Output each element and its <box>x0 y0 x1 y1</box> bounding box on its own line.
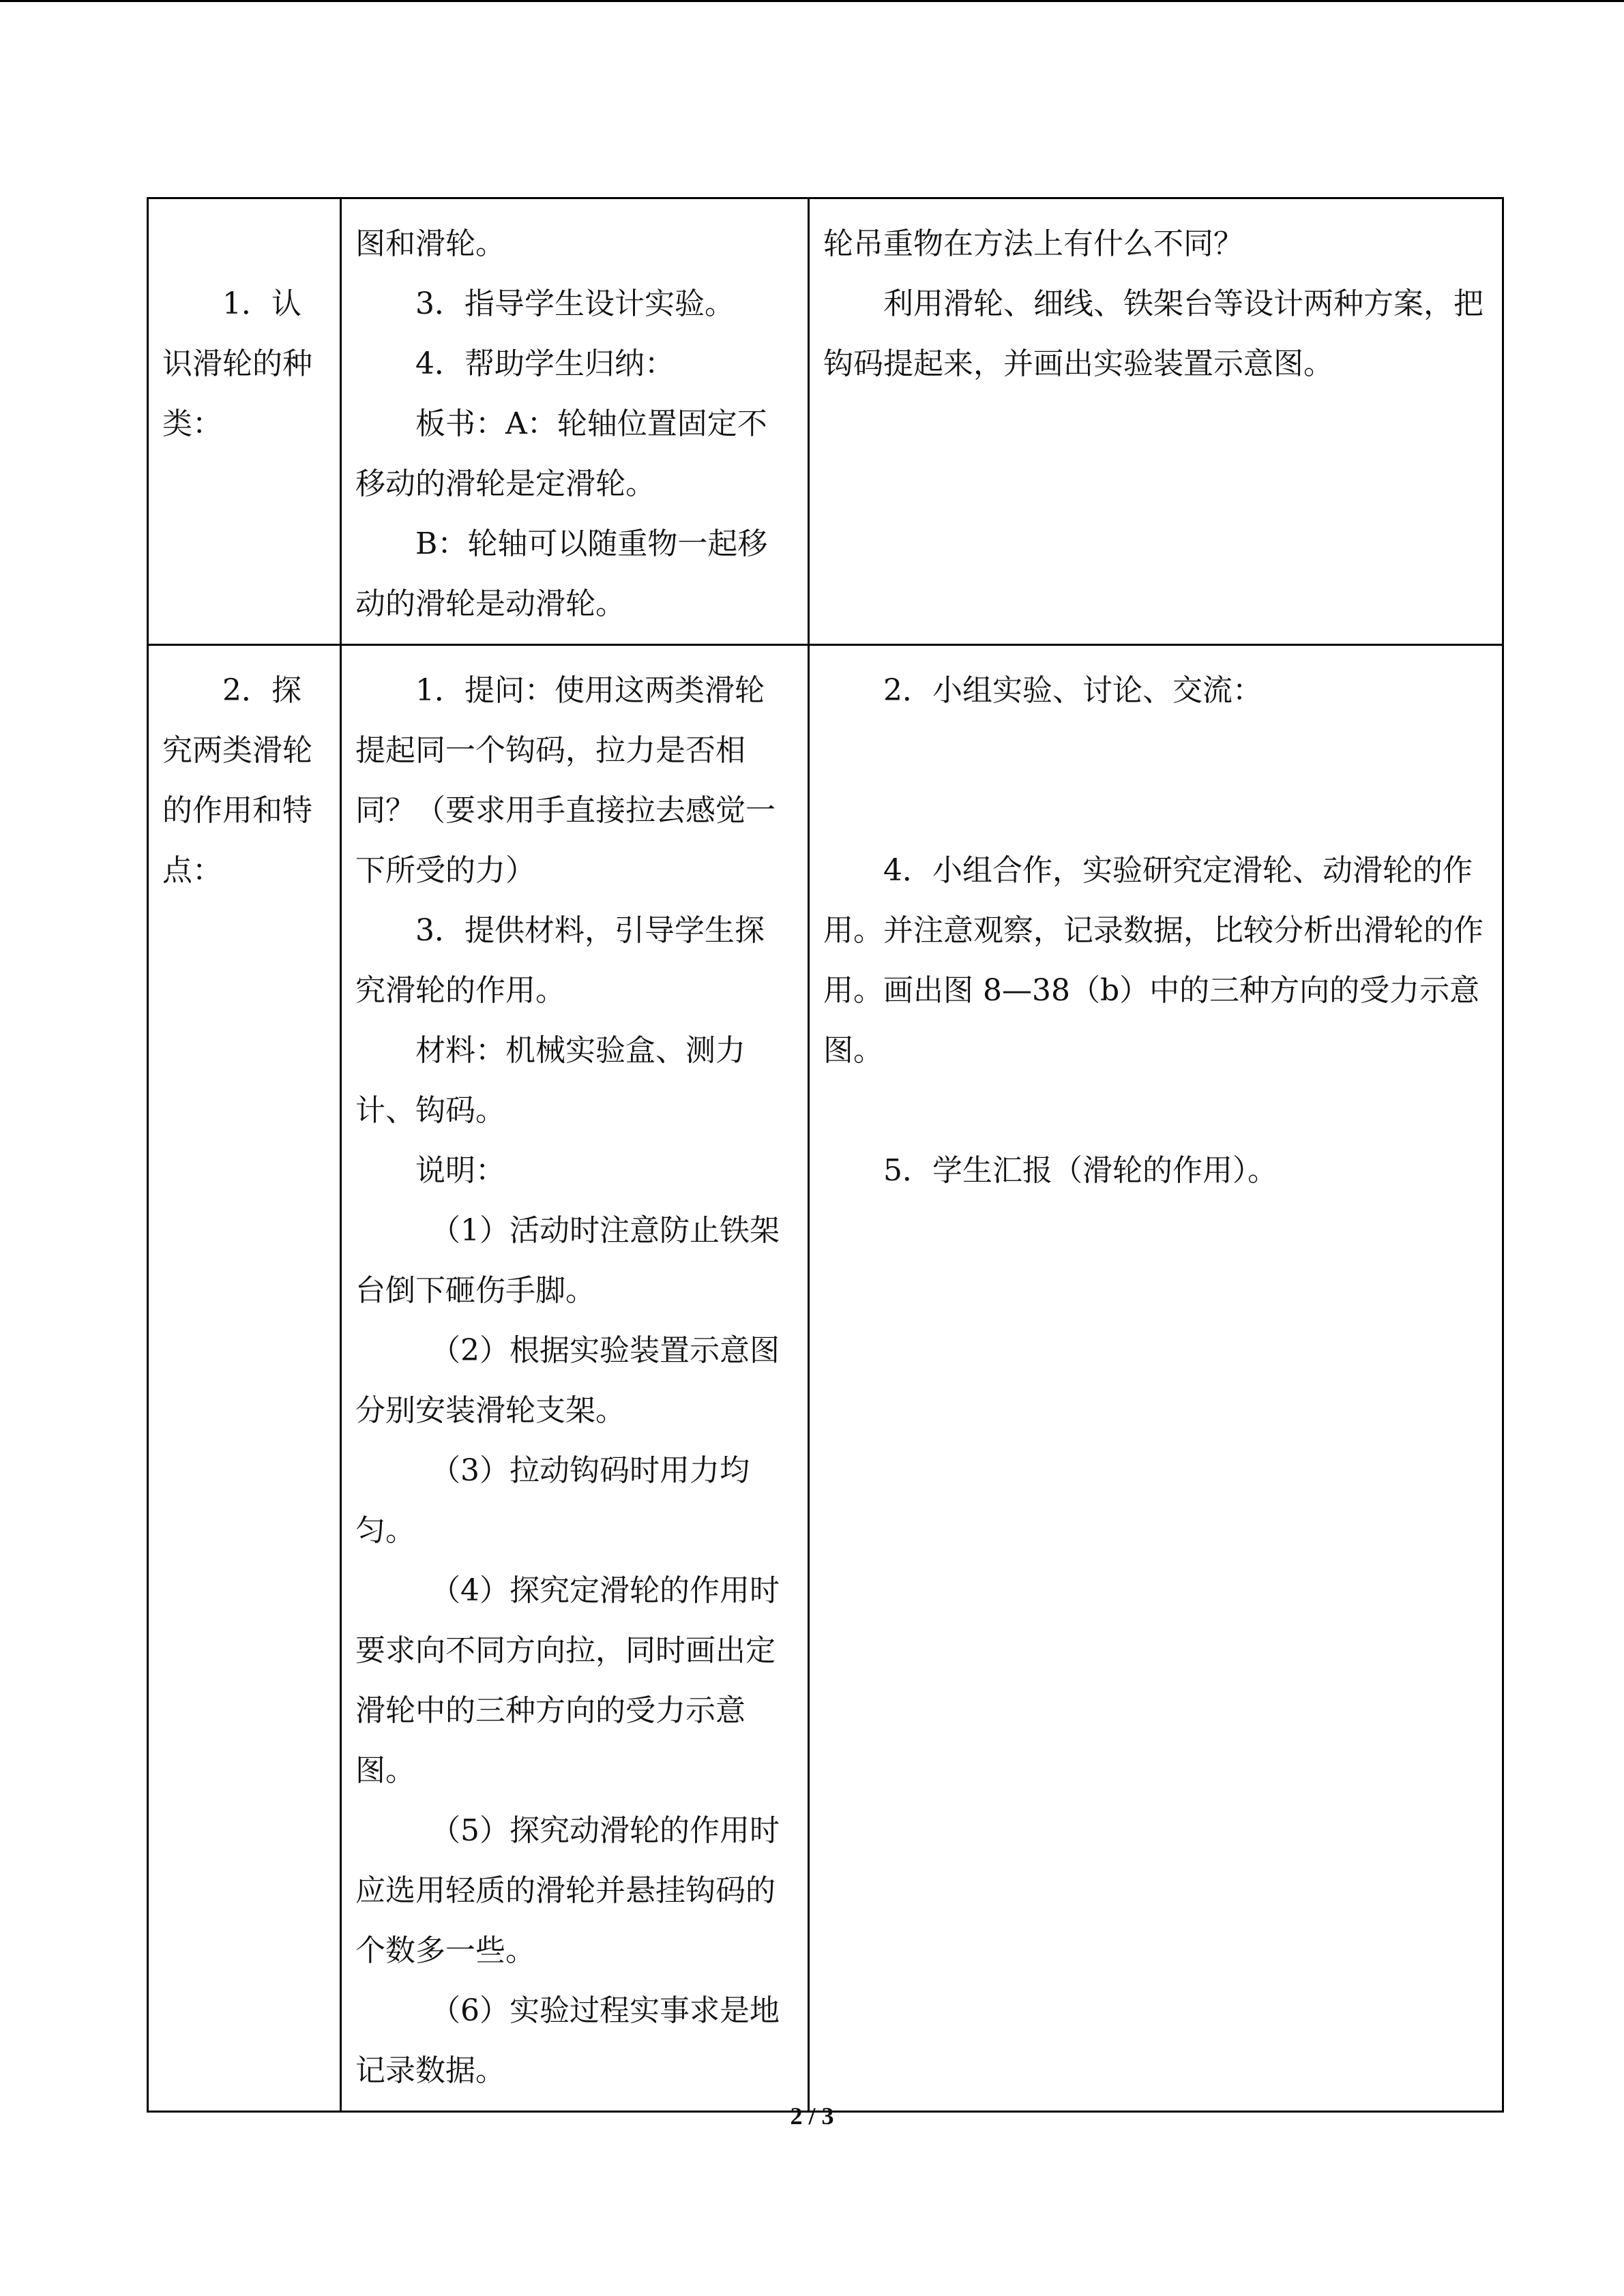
stage-cell <box>148 645 341 2112</box>
teacher-line: （2）根据实验装置示意图分别安装滑轮支架。 <box>355 1333 780 1428</box>
stage-title: 2．探究两类滑轮的作用和特点： <box>162 673 312 888</box>
table-row <box>148 198 1503 645</box>
teacher-line: （1）活动时注意防止铁架台倒下砸伤手脚。 <box>355 1213 780 1308</box>
teacher-activity-cell <box>341 645 809 2112</box>
teacher-line: B：轮轴可以随重物一起移动的滑轮是动滑轮。 <box>355 526 768 621</box>
teacher-line: 3．指导学生设计实验。 <box>415 286 735 321</box>
student-line: 4．小组合作，实验研究定滑轮、动滑轮的作用。并注意观察，记录数据，比较分析出滑轮的作用。画出图 8—38（b）中的三种方向的受力示意图。 <box>823 853 1483 1068</box>
teacher-line: 4．帮助学生归纳： <box>415 346 675 381</box>
teacher-line: 图和滑轮。 <box>355 226 505 261</box>
student-activity-cell <box>809 198 1503 645</box>
teacher-line: （4）探究定滑轮的作用时要求向不同方向拉，同时画出定滑轮中的三种方向的受力示意图。 <box>355 1573 780 1788</box>
teacher-line: 1．提问：使用这两类滑轮提起同一个钩码，拉力是否相同？（要求用手直接拉去感觉一下所受的力） <box>355 673 776 888</box>
student-line: 利用滑轮、细线、铁架台等设计两种方案，把钩码提起来，并画出实验装置示意图。 <box>823 286 1483 381</box>
teacher-line: （3）拉动钩码时用力均匀。 <box>355 1453 750 1548</box>
teacher-line: 板书：A：轮轴位置固定不移动的滑轮是定滑轮。 <box>355 406 767 501</box>
table-row <box>148 645 1503 2112</box>
student-line: 2．小组实验、讨论、交流： <box>883 673 1263 708</box>
teacher-line: 3．提供材料，引导学生探究滑轮的作用。 <box>355 913 765 1008</box>
teacher-line: 材料：机械实验盒、测力计、钩码。 <box>355 1033 745 1128</box>
teacher-line: （6）实验过程实事求是地记录数据。 <box>355 1993 780 2088</box>
student-line: 轮吊重物在方法上有什么不同？ <box>823 226 1243 261</box>
student-line: 5．学生汇报（滑轮的作用）。 <box>883 1153 1278 1188</box>
stage-cell <box>148 198 341 645</box>
top-border-line <box>0 0 1624 2</box>
teacher-line: 说明： <box>415 1153 505 1188</box>
student-activity-cell <box>809 645 1503 2112</box>
stage-title: 1．认识滑轮的种类： <box>162 286 312 441</box>
teacher-activity-cell <box>341 198 809 645</box>
lesson-plan-table <box>147 197 1504 2113</box>
page-number: 2 / 3 <box>790 2102 834 2130</box>
teacher-line: （5）探究动滑轮的作用时应选用轻质的滑轮并悬挂钩码的个数多一些。 <box>355 1813 780 1968</box>
